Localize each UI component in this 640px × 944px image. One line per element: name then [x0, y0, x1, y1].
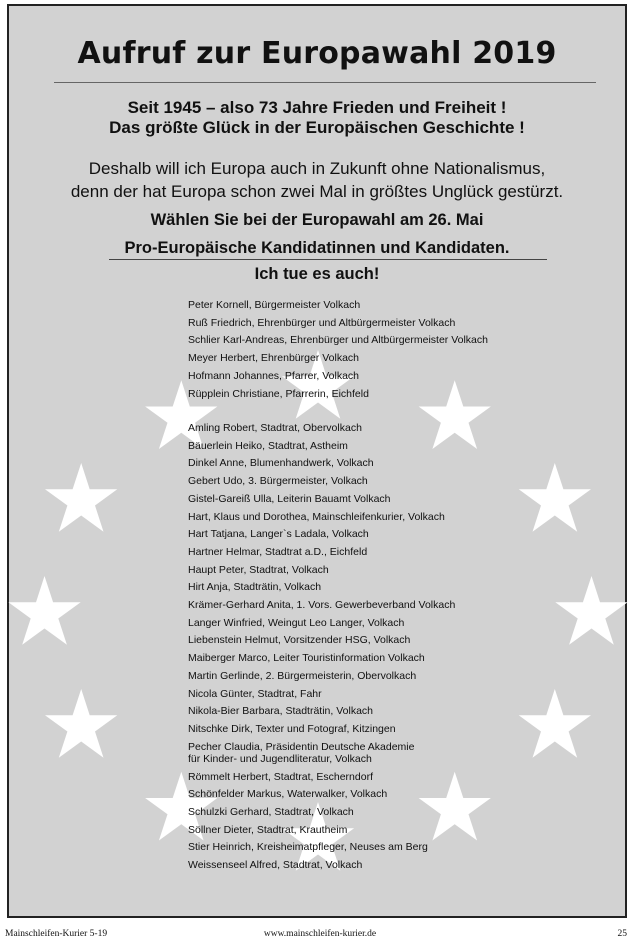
- supporter-entry: Martin Gerlinde, 2. Bürgermeisterin, Obervolkach: [188, 669, 417, 682]
- supporter-entry: Hartner Helmar, Stadtrat a.D., Eichfeld: [188, 545, 368, 558]
- vote-line-2: Pro-Europäische Kandidatinnen und Kandidaten.: [124, 239, 510, 257]
- supporter-entry: Meyer Herbert, Ehrenbürger Volkach: [188, 352, 359, 365]
- title-divider: [54, 82, 596, 83]
- supporter-entry: Amling Robert, Stadtrat, Obervolkach: [188, 422, 362, 434]
- supporter-entry: Weissenseel Alfred, Stadtrat, Volkach: [188, 859, 363, 871]
- supporter-entry: Hart, Klaus und Dorothea, Mainschleifenkurier, Volkach: [188, 510, 445, 523]
- supporter-entry: Schlier Karl-Andreas, Ehrenbürger und Altbürgermeister Volkach: [188, 334, 488, 347]
- footer-page-number: 25: [617, 929, 627, 939]
- supporter-entry: Stier Heinrich, Kreisheimatpfleger, Neuses am Berg: [188, 841, 428, 854]
- supporter-entry: für Kinder- und Jugendliteratur, Volkach: [188, 752, 372, 765]
- supporter-entry: Nicola Günter, Stadtrat, Fahr: [188, 687, 322, 700]
- supporter-entry: Söllner Dieter, Stadtrat, Krautheim: [188, 823, 348, 836]
- eu-star-icon: [419, 772, 491, 841]
- supporter-entry: Hofmann Johannes, Pfarrer, Volkach: [188, 369, 360, 382]
- supporter-entry: Dinkel Anne, Blumenhandwerk, Volkach: [188, 457, 374, 470]
- advertisement-panel: [7, 4, 627, 918]
- supporter-entry: Ruß Friedrich, Ehrenbürger und Altbürgermeister Volkach: [188, 316, 456, 329]
- supporter-entry: Gistel-Gareiß Ulla, Leiterin Bauamt Volkach: [188, 492, 391, 505]
- supporter-entry: Schulzki Gerhard, Stadtrat, Volkach: [188, 805, 354, 818]
- eu-star-icon: [8, 576, 80, 645]
- eu-star-icon: [519, 463, 591, 532]
- ad-title: Aufruf zur Europawahl 2019: [77, 36, 557, 71]
- subtitle-line-1: Seit 1945 – also 73 Jahre Frieden und Freiheit !: [127, 98, 507, 117]
- supporter-entry: Gebert Udo, 3. Bürgermeister, Volkach: [188, 475, 368, 488]
- supporter-entry: Pecher Claudia, Präsidentin Deutsche Akademie: [188, 740, 415, 753]
- supporter-entry: Rüpplein Christiane, Pfarrerin, Eichfeld: [188, 387, 369, 400]
- footer-publication: Mainschleifen-Kurier 5-19: [5, 929, 108, 939]
- supporter-entry: Krämer-Gerhard Anita, 1. Vors. Gewerbeverband Volkach: [188, 599, 456, 611]
- eu-star-icon: [519, 689, 591, 758]
- supporter-entry: Maiberger Marco, Leiter Touristinformation Volkach: [188, 652, 425, 665]
- supporter-entry: Haupt Peter, Stadtrat, Volkach: [188, 563, 329, 576]
- supporter-entry: Nikola-Bier Barbara, Stadträtin, Volkach: [188, 705, 374, 718]
- paragraph-line-1: Deshalb will ich Europa auch in Zukunft ohne Nationalismus,: [88, 159, 546, 178]
- supporter-entry: Bäuerlein Heiko, Stadtrat, Astheim: [188, 439, 348, 452]
- eu-star-icon: [45, 689, 117, 758]
- vote-line-3: Ich tue es auch!: [254, 265, 380, 283]
- paragraph-line-2: denn der hat Europa schon zwei Mal in größtes Unglück gestürzt.: [70, 182, 564, 201]
- supporter-entry: Liebenstein Helmut, Vorsitzender HSG, Volkach: [188, 634, 411, 647]
- supporter-entry: Langer Winfried, Weingut Leo Langer, Volkach: [188, 616, 405, 629]
- eu-star-icon: [45, 463, 117, 532]
- supporter-entry: Hart Tatjana, Langer`s Ladala, Volkach: [188, 528, 369, 541]
- supporter-entry: Peter Kornell, Bürgermeister Volkach: [188, 299, 361, 311]
- supporter-entry: Hirt Anja, Stadträtin, Volkach: [188, 581, 322, 594]
- supporter-entry: Nitschke Dirk, Texter und Fotograf, Kitzingen: [188, 722, 396, 735]
- vote-line-1: Wählen Sie bei der Europawahl am 26. Mai: [150, 211, 484, 229]
- supporter-entry: Schönfelder Markus, Waterwalker, Volkach: [188, 788, 388, 801]
- eu-star-icon: [555, 576, 627, 645]
- subtitle-line-2: Das größte Glück in der Europäischen Geschichte !: [109, 118, 525, 137]
- footer-website: www.mainschleifen-kurier.de: [263, 929, 377, 939]
- supporter-entry: Römmelt Herbert, Stadtrat, Escherndorf: [188, 770, 373, 783]
- eu-star-icon: [419, 380, 491, 449]
- vote-divider: [109, 259, 547, 260]
